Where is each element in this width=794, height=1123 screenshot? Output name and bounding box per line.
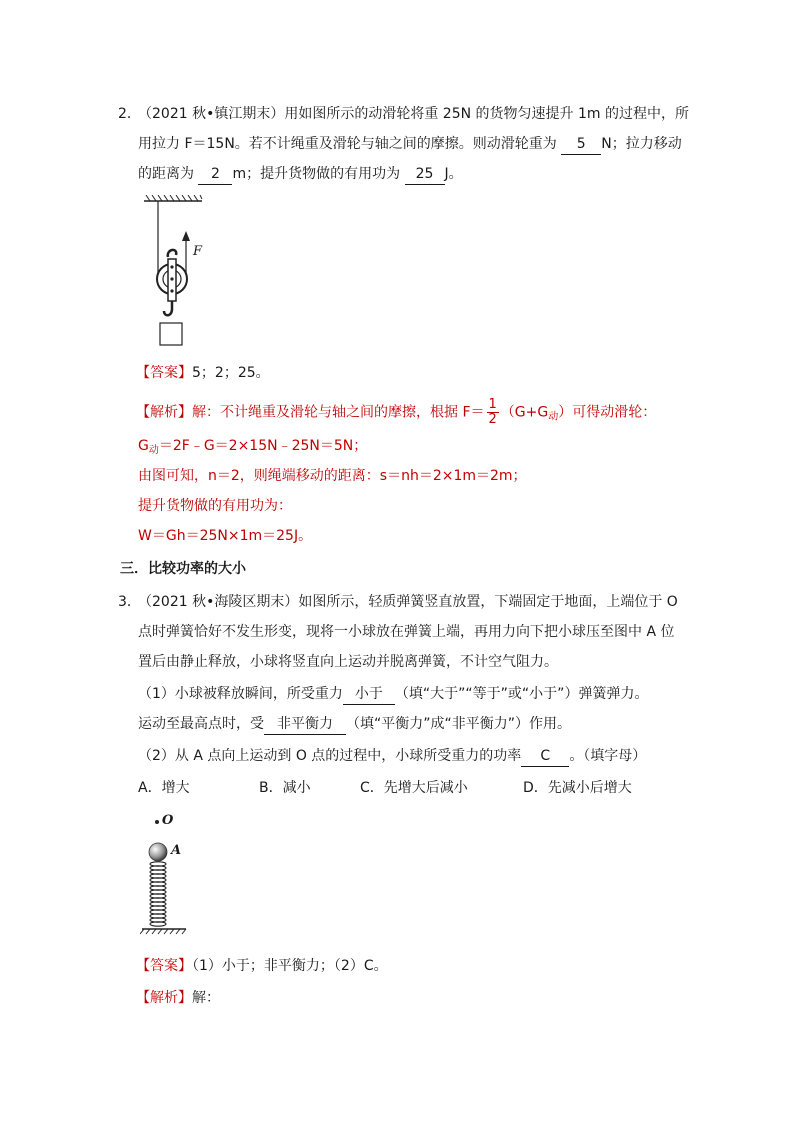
answer-blank-q3-1: 小于 [343, 684, 395, 705]
question-2-number: 2． [118, 106, 141, 122]
question-3-part-2 [138, 746, 646, 767]
analysis-text-1-mid: （G+G [500, 404, 549, 421]
fraction-half [487, 398, 499, 427]
question-2-analysis-line-3: 由图可知，n＝2，则绳端移动的距离：s＝nh＝2×1m＝2m； [138, 468, 527, 484]
ball [149, 843, 167, 861]
answer-tag: 【答案】 [136, 365, 192, 381]
point-o-marker [155, 820, 159, 824]
question-2-analysis-line-5: W＝Gh＝25N×1m＝25J。 [138, 528, 313, 544]
question-2-analysis-line-2 [138, 436, 367, 461]
part-1b-text: 运动至最高点时，受 [138, 716, 264, 732]
force-label-f: F [193, 244, 203, 259]
question-2-line-3 [138, 164, 463, 185]
analysis-text-2-pre: G [138, 438, 149, 454]
question-2-analysis-line-4: 提升货物做的有用功为： [138, 498, 292, 514]
section-title: 三．比较功率的大小 [120, 561, 246, 577]
pulley-diagram [140, 195, 220, 350]
part-1b-end: （填“平衡力”成“非平衡力”）作用。 [346, 716, 572, 732]
answer-blank-q3-2: 非平衡力 [264, 714, 346, 735]
analysis-text-1-end: ）可得动滑轮： [558, 404, 657, 421]
option-a: A．增大 [138, 780, 190, 796]
question-2-line-2-end: N；拉力移动 [601, 136, 682, 152]
part-1-end: （填“大于”“等于”或“小于”）弹簧弹力。 [394, 686, 649, 702]
question-3-answer [136, 956, 388, 976]
question-3-part-1 [138, 684, 648, 705]
part-2-end: 。（填字母） [569, 748, 647, 764]
question-2-line-1: （2021 秋•镇江期末）用如图所示的动滑轮将重 25N 的货物匀速提升 1m 的过程中，所 [138, 106, 689, 122]
question-3-line-2: 点时弹簧恰好不发生形变，现将一小球放在弹簧上端，再用力向下把小球压至图中 A 位 [138, 624, 675, 640]
question-3-number: 3． [118, 594, 141, 610]
answer-text-q3: （1）小于；非平衡力；（2）C。 [192, 958, 388, 974]
question-3-analysis [136, 988, 220, 1008]
question-2-line-2 [138, 134, 682, 155]
option-c: C．先增大后减小 [360, 780, 468, 796]
answer-text: 5；2；25。 [192, 365, 270, 381]
question-2-answer [136, 363, 270, 383]
option-b: B．减小 [259, 780, 311, 796]
answer-blank-2: 2 [198, 164, 232, 185]
subscript-dong: 动 [548, 411, 559, 423]
analysis-tag-q3: 【解析】 [136, 990, 192, 1006]
option-d: D．先减小后增大 [523, 780, 632, 796]
answer-blank-3: 25 [405, 164, 445, 185]
answer-blank-q3-3: C [521, 746, 569, 767]
spring-coils [150, 862, 166, 926]
spring-diagram [140, 812, 200, 940]
answer-tag-q3: 【答案】 [136, 958, 192, 974]
question-2-line-3-text: 的距离为 [138, 166, 194, 182]
question-3-line-3: 置后由静止释放，小球将竖直向上运动并脱离弹簧，不计空气阻力。 [138, 654, 558, 670]
fraction-denominator: 2 [488, 412, 497, 427]
question-2-line-3-mid: m；提升货物做的有用功为 [232, 166, 401, 182]
analysis-text-1: 解：不计绳重及滑轮与轴之间的摩擦，根据 F＝ [192, 404, 485, 421]
point-label-o: O [162, 813, 174, 828]
question-3-part-1b [138, 714, 571, 735]
part-1-text: （1）小球被释放瞬间，所受重力 [138, 686, 343, 702]
point-label-a: A [171, 843, 182, 858]
question-3-line-1: （2021 秋•海陵区期末）如图所示，轻质弹簧竖直放置，下端固定于地面，上端位于 O [138, 594, 678, 610]
analysis-text-q3: 解： [192, 990, 220, 1006]
question-2-line-3-end: J。 [444, 166, 463, 182]
answer-blank-1: 5 [561, 134, 601, 155]
question-2-analysis-line-1 [136, 398, 656, 428]
fraction-numerator: 1 [488, 397, 497, 412]
subscript-dong-2: 动 [148, 445, 159, 456]
question-2-line-2-text: 用拉力 F＝15N。若不计绳重及滑轮与轴之间的摩擦。则动滑轮重为 [138, 136, 557, 152]
part-2-text: （2）从 A 点向上运动到 O 点的过程中，小球所受重力的功率 [138, 748, 522, 764]
analysis-tag: 【解析】 [136, 404, 192, 421]
analysis-text-2: ＝2F﹣G＝2×15N﹣25N＝5N； [158, 438, 368, 454]
